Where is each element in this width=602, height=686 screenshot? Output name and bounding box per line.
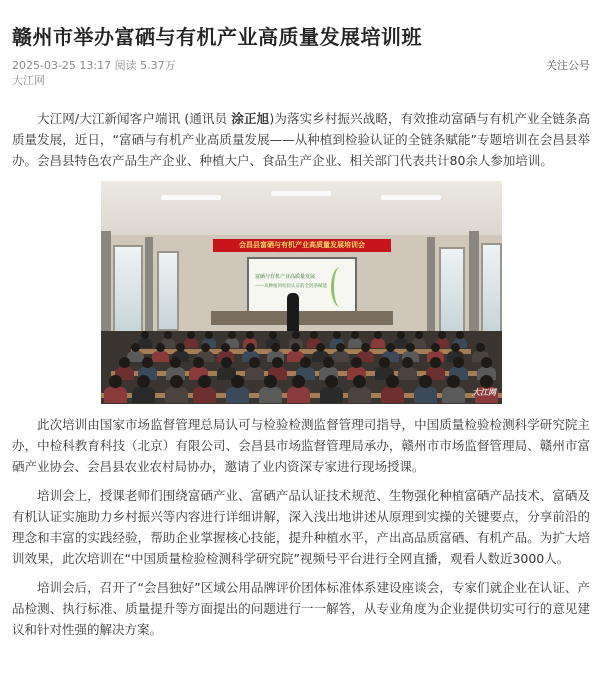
audience-head — [141, 331, 149, 339]
audience-head — [271, 343, 280, 352]
audience-head — [325, 375, 338, 388]
audience-head — [156, 343, 165, 352]
curtain — [145, 237, 153, 337]
audience-body — [320, 387, 343, 403]
presenter — [287, 293, 299, 333]
audience-head — [453, 357, 464, 368]
curtain — [469, 231, 479, 341]
intro-text-rest: )为落实乡村振兴战略，有效推动富硒与有机产业全链条高质量发展，近日，“富硒与有机产业高质量发展——从种植到检验认证的全链条赋能”专题培训在会昌县举办。会昌县特色农产品生产企业、种植大户、食品生产企业、相关部门代表共计80余人参加培训。 — [12, 111, 590, 168]
audience-head — [300, 357, 311, 368]
audience-head — [231, 375, 244, 388]
audience-head — [246, 343, 255, 352]
audience-body — [245, 367, 265, 380]
audience-head — [170, 375, 183, 388]
audience-head — [176, 343, 185, 352]
audience-head — [447, 375, 460, 388]
audience-head — [272, 357, 283, 368]
audience-head — [246, 331, 254, 339]
audience-body — [152, 351, 168, 362]
audience-head — [131, 343, 140, 352]
audience-body — [226, 387, 249, 403]
audience-head — [351, 331, 359, 339]
audience-head — [292, 331, 300, 339]
projection-screen — [247, 257, 357, 319]
audience-head — [170, 357, 181, 368]
audience-head — [361, 343, 370, 352]
audience-head — [316, 343, 325, 352]
audience-head — [264, 375, 277, 388]
audience-body — [348, 387, 371, 403]
audience-body — [371, 338, 385, 348]
audience-head — [374, 331, 382, 339]
ceiling-light — [161, 195, 221, 200]
article-source: 大江网 — [12, 74, 45, 87]
audience-head — [201, 343, 210, 352]
ceiling-light — [271, 191, 331, 196]
audience-body — [193, 387, 216, 403]
audience-head — [386, 343, 395, 352]
audience-body — [332, 351, 348, 362]
paragraph-intro — [12, 108, 590, 171]
audience-head — [397, 331, 405, 339]
paragraph-organizers: 此次培训由国家市场监督管理总局认可与检验检测监督管理司指导，中国质量检验检测科学研究院主办，中检科教育科技（北京）有限公司、会昌县市场监督管理局承办，赣州市市场监督管理局、赣州市富硒产业协会、会昌县农业农村局协办，邀请了业内资深专家进行现场授课。 — [12, 417, 590, 474]
screen-subtitle: ——从种植到检验认证的全链条赋能 — [255, 284, 327, 289]
audience-head — [310, 331, 318, 339]
article-photo — [101, 181, 502, 404]
curtain — [101, 231, 111, 341]
audience-body — [259, 387, 282, 403]
audience-body — [287, 387, 310, 403]
audience-head — [291, 343, 300, 352]
audience-head — [164, 331, 172, 339]
window — [439, 247, 465, 333]
article-title: 赣州市举办富硒与有机产业高质量发展培训班 — [12, 25, 422, 49]
audience-body — [398, 367, 418, 380]
meta-date-views: 2025-03-25 13:17 阅读 5.37万 — [12, 59, 176, 72]
audience-head — [379, 357, 390, 368]
audience-head — [119, 357, 130, 368]
audience-head — [419, 375, 432, 388]
audience-head — [292, 375, 305, 388]
audience-body — [442, 387, 465, 403]
audience-head — [187, 331, 195, 339]
audience-head — [402, 357, 413, 368]
author-name: 涂正旭 — [231, 111, 270, 126]
audience-head — [438, 331, 446, 339]
audience-body — [381, 387, 404, 403]
audience-head — [476, 343, 485, 352]
audience-body — [184, 338, 198, 348]
photo-ceiling — [101, 181, 502, 235]
audience-head — [406, 343, 415, 352]
intro-text-start: 大江网/大江新闻客户端讯 (通讯员 — [37, 111, 232, 126]
audience-head — [415, 331, 423, 339]
audience-head — [221, 343, 230, 352]
curtain — [427, 237, 435, 337]
audience-head — [198, 375, 211, 388]
audience-body — [104, 387, 127, 403]
audience-body — [165, 387, 188, 403]
window — [157, 251, 179, 331]
audience-body — [132, 387, 155, 403]
audience-head — [353, 375, 366, 388]
audience-head — [451, 343, 460, 352]
window — [481, 243, 502, 335]
meeting-banner: 会昌县富硒与有机产业高质量发展培训会 — [213, 239, 391, 252]
audience-head — [228, 331, 236, 339]
follow-account-link[interactable]: 关注公号 — [546, 59, 590, 72]
audience-head — [386, 375, 399, 388]
audience-head — [481, 357, 492, 368]
photo-watermark: 大江网 — [472, 388, 496, 397]
stage-table — [211, 311, 393, 325]
window — [113, 245, 143, 335]
screen-leaf-graphic — [331, 267, 349, 307]
audience-head — [109, 375, 122, 388]
audience-head — [269, 331, 277, 339]
audience-head — [431, 343, 440, 352]
audience-head — [137, 375, 150, 388]
audience-head — [221, 357, 232, 368]
paragraph-symposium: 培训会后，召开了“会昌独好”区域公用品牌评价团体标准体系建设座谈会，专家们就企业在认证、产品检测、执行标准、质量提升等方面提出的问题进行一一解答，从专业角度为企业提供切实可行的意见建议和针对性强的解决方案。 — [12, 580, 590, 637]
audience-head — [142, 357, 153, 368]
audience-head — [333, 331, 341, 339]
article-meta — [12, 58, 590, 74]
audience-body — [414, 387, 437, 403]
paragraph-training-content: 培训会上，授课老师们围绕富硒产业、富硒产品认证技术规范、生物强化种植富硒产品技术、富硒及有机认证实施助力乡村振兴等内容进行详细讲解，深入浅出地讲述从原理到实操的关键要点，分享前沿的理念和丰富的实践经验，帮助企业掌握核心技能，提升种植水平，产出高品质富硒、有机产品。为扩大培训效果，此次培训在“中国质量检验检测科学研究院”视频号平台进行全网直播，观看人数近3000人。 — [12, 488, 590, 566]
audience-head — [430, 357, 441, 368]
ceiling-light — [381, 195, 441, 200]
audience-head — [193, 357, 204, 368]
audience-head — [336, 343, 345, 352]
audience-head — [456, 331, 464, 339]
screen-title: 富硒与有机产业高质量发展 — [255, 274, 316, 280]
audience-head — [323, 357, 334, 368]
audience-head — [351, 357, 362, 368]
audience-head — [205, 331, 213, 339]
audience-head — [249, 357, 260, 368]
